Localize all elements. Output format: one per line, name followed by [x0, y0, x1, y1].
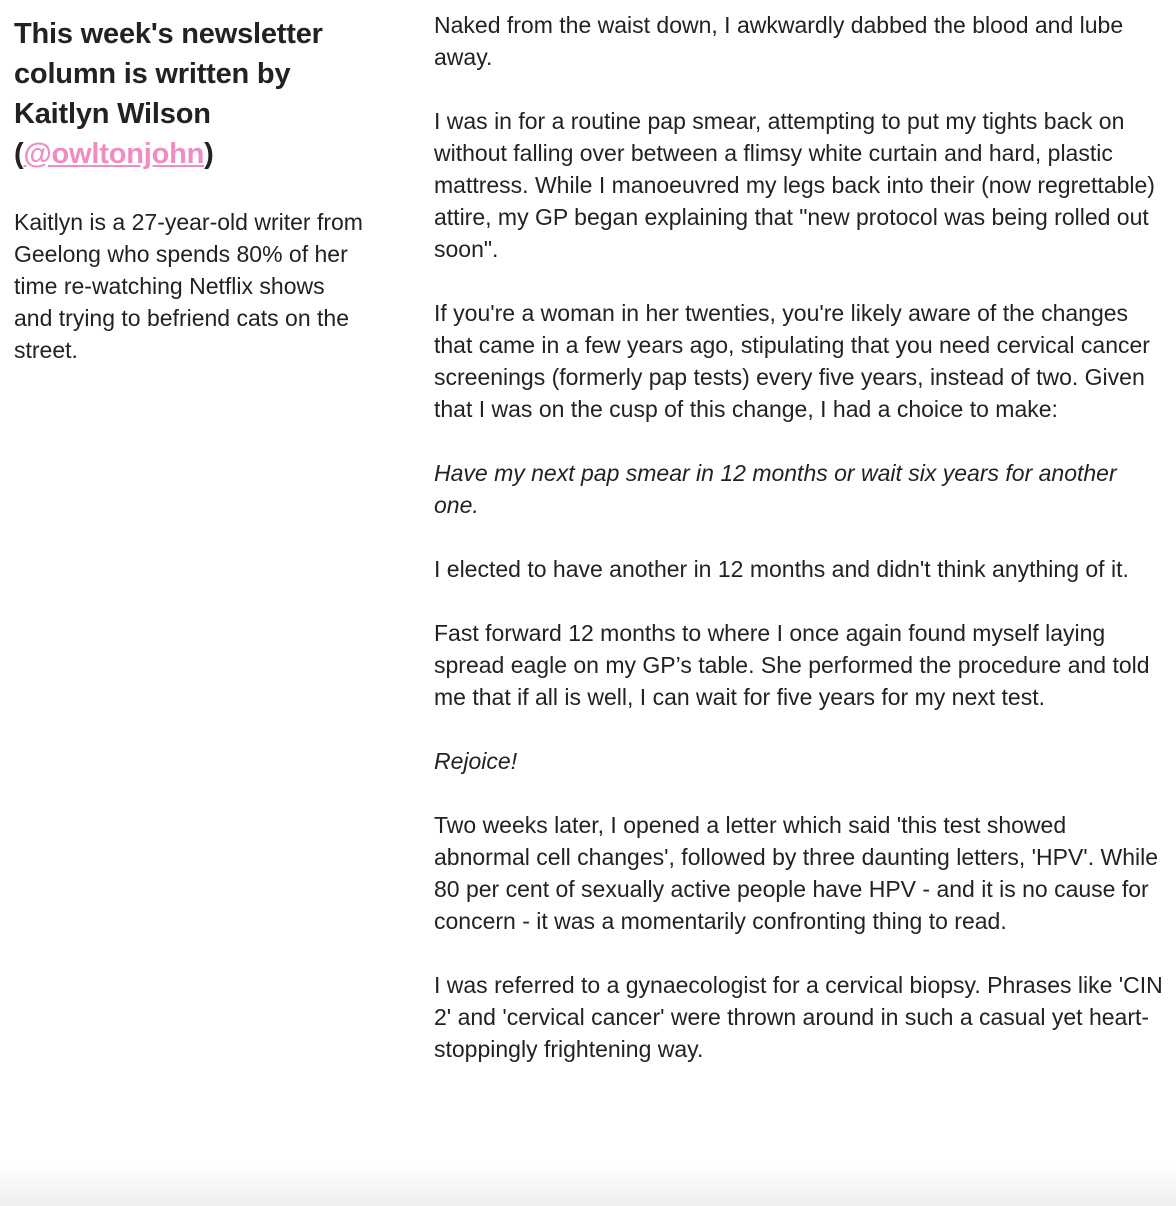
- article-body: [434, 9, 1166, 1097]
- article-paragraph: I elected to have another in 12 months and didn't think anything of it.: [434, 556, 1129, 582]
- article-paragraph: Fast forward 12 months to where I once again found myself laying spread eagle on my GP’s table. She performed the procedure and told me that if all is well, I can wait for five years for my next test.: [434, 620, 1150, 710]
- article-paragraph: If you're a woman in her twenties, you're likely aware of the changes that came in a few years ago, stipulating that you need cervical cancer screenings (formerly pap tests) every five years, instead of two. Given that I was on the cusp of this change, I had a choice to make:: [434, 300, 1150, 422]
- article-paragraph: I was in for a routine pap smear, attempting to put my tights back on without falling over between a flimsy white curtain and hard, plastic mattress. While I manoeuvred my legs back into their (now regrettable) attire, my GP began explaining that "new protocol was being rolled out soon".: [434, 108, 1155, 262]
- author-handle-link[interactable]: @owltonjohn: [23, 138, 205, 170]
- bottom-fade-overlay: [0, 1162, 1176, 1206]
- article-paragraph-italic: Have my next pap smear in 12 months or wait six years for another one.: [434, 460, 1117, 518]
- author-bio: Kaitlyn is a 27-year-old writer from Geelong who spends 80% of her time re-watching Netflix shows and trying to befriend cats on the street.: [14, 209, 363, 363]
- article-paragraph: Naked from the waist down, I awkwardly dabbed the blood and lube away.: [434, 12, 1124, 70]
- heading-closing-paren: ): [204, 138, 214, 170]
- author-sidebar: [14, 14, 364, 366]
- article-paragraph: Two weeks later, I opened a letter which said 'this test showed abnormal cell changes', followed by three daunting letters, 'HPV'. While 80 per cent of sexually active people have HPV - and it is no cause for concern - it was a momentarily confronting thing to read.: [434, 812, 1158, 934]
- article-paragraph: I was referred to a gynaecologist for a cervical biopsy. Phrases like 'CIN 2' and 'cervical cancer' were thrown around in such a casual yet heart-stoppingly frightening way.: [434, 972, 1163, 1062]
- column-heading: [14, 14, 364, 174]
- heading-text: This week's newsletter column is written by Kaitlyn Wilson (: [14, 18, 323, 170]
- article-paragraph-italic: Rejoice!: [434, 748, 518, 774]
